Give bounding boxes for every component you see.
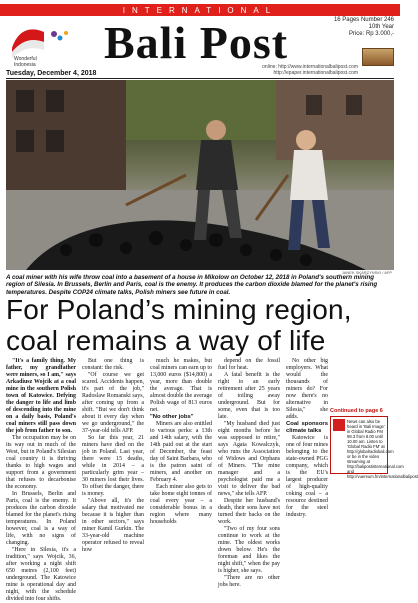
article-paragraph: Katowice is one of four mines belonging to the state-owned PGG company, which is the EU's largest producer of high-quality coking coal – a resource destined for the steel industry. xyxy=(286,435,328,518)
logo-line-1: Wonderful xyxy=(14,56,37,62)
website-links xyxy=(262,64,358,76)
article-column-4 xyxy=(218,358,280,588)
article-paragraph: The occupation may be on its way out in much of the West, but in Poland's Silesian coal country it is thriving thanks to high wages and support from a government that refuses to decarbonise the economy. xyxy=(6,435,76,490)
article-lede: "It's a family thing. My father, my grandfather were miners, so I am," says Arkadiusz Wojcik at a coal mine in the southern Polish town of Katowice. Defying the danger to life and limb of descending into the mine on a daily basis, Poland's coal miners still pass down the job from father to son. xyxy=(6,358,76,434)
website-link-1[interactable]: online: http://www.internationalbalipost.com xyxy=(262,64,358,70)
photo-credit: JANEK SKARZYNSKI / AFP xyxy=(341,270,392,275)
ad-text: News can also be heard in 'Bali Image' in Global Radio FM 98.3 from 8.00 until 10.00 am. Listen to 'Global Radio FM' at http://globalradiobali.com or be in the video streaming at http://balipostinternational.com and http://vuereum.fm/internationalbalipost xyxy=(347,419,418,479)
coal-miners-photo xyxy=(6,80,394,270)
article-paragraph: "My husband died just eight months before he was supposed to retire," says Agata Kowalczyk, who runs the Association of Widows and Orphans of Miners. "The mine manager and a psychologist paid me a visit to deliver the bad news," she tells AFP. xyxy=(218,421,280,497)
radio-ad xyxy=(330,416,418,479)
flag-icon xyxy=(8,18,100,58)
lead-photo xyxy=(6,80,394,270)
article-paragraph: Each miner also gets to take home eight tonnes of coal every year – a considerable bonus in a region where many households xyxy=(150,484,212,525)
radio-icon xyxy=(333,419,345,431)
article-paragraph: depend on the fossil fuel for heat. xyxy=(218,358,280,371)
article-paragraph: No other big employers. What would the thousands of miners do? For now there's no alternative in Silesia," she adds. xyxy=(286,358,328,420)
wonderful-indonesia-logo xyxy=(8,18,100,68)
logo-line-2: Indonesia xyxy=(14,62,36,68)
website-link-2[interactable]: http://epaper.internationalbalipost.com xyxy=(273,70,358,76)
article-paragraph: So far this year, 21 miners have died on the job in Poland. Last year, there were 15 deaths, while in 2014 – a particularly grim year – 30 miners lost their lives. To offset the danger, there is money. xyxy=(82,435,144,497)
article-paragraph: In Brussels, Berlin and Paris, coal is the enemy. It produces the carbon dioxide blamed for the planet's rising temperatures. In Poland however, coal is a way of life, with no signs of changing. xyxy=(6,491,76,546)
article-column-5 xyxy=(286,358,328,518)
article-column-3 xyxy=(150,358,212,525)
article-paragraph: "Two of my four sons continue to work at the mine. The oldest works down below. He's the foreman and likes the night shift," when the pay is higher, she says. xyxy=(218,526,280,574)
main-headline: For Poland’s mining region, coal remains a way of life xyxy=(6,294,352,356)
article-column-1 xyxy=(6,358,76,602)
issue-date: Tuesday, December 4, 2018 xyxy=(6,70,97,77)
photo-caption: A coal miner with his wife throw coal into a basement of a house in Mikolow on October 12, 2018 in Poland's southern mining region of Silesia. In Brussels, Berlin and Paris, coal is the enemy. It produces the carbon dioxide blamed for the planet's rising temperatures. Despite COP24 climate talks, Polish miners see future in coal. xyxy=(6,274,378,296)
article-paragraph: "Of course we get scared. Accidents happen, it's part of the job," Radoslaw Romanski says, after coming up from a shift. "But we don't think about it every day when we go underground," the 37-year-old tells AFP. xyxy=(82,372,144,434)
article-paragraph: Despite her husband's death, their sons have not turned their backs on the work. xyxy=(218,498,280,525)
page-count: 16 Pages Number 246 xyxy=(333,17,394,23)
article-paragraph: A fatal benefit is the right to an early retirement after 25 years of toiling away underground. But for some, even that is too late. xyxy=(218,372,280,420)
promo-thumbnail xyxy=(362,48,394,66)
article-subhead: "No other jobs" xyxy=(150,414,194,420)
article-paragraph: "Above all, it's the salary that motivated me because it is higher than in other sectors," says miner Kamil Gurkin. The 33-year-old machine operator refused to reveal how xyxy=(82,498,144,553)
newspaper-title: Bali Post xyxy=(104,17,289,68)
continued-link[interactable]: Continued to page 6 xyxy=(330,408,383,414)
issue-year: 10th Year xyxy=(368,24,394,30)
masthead-rule xyxy=(6,78,394,79)
article-paragraph: "There are no other jobs here. xyxy=(218,575,280,588)
article-column-2 xyxy=(82,358,144,553)
article-paragraph: Miners are also entitled to various perks: a 13th and 14th salary, with the 14th paid out at the start of December, the feast day of Saint Barbara, who is the patron saint of miners, and another on February 4. xyxy=(150,421,212,483)
article-paragraph: "Here in Silesia, it's a tradition," says Wojcik, 36, after working a night shift 650 metres (2,100 feet) underground. The Katowice mine is operational day and night, with the schedule divided into four shifts. xyxy=(6,547,76,602)
issue-price: Price: Rp 3.000,- xyxy=(348,31,394,37)
article-paragraph: But one thing is constant: the risk. xyxy=(82,358,144,371)
masthead-band-text: INTERNATIONAL xyxy=(122,6,278,15)
article-subhead: Coal sponsors climate talks xyxy=(286,421,328,434)
issue-info xyxy=(334,17,394,38)
article-paragraph: much he makes, but coal miners can earn up to 13,000 euros ($14,800) a year, more than double the average. That is almost double the average Polish wage of 813 euros net. xyxy=(150,358,212,413)
